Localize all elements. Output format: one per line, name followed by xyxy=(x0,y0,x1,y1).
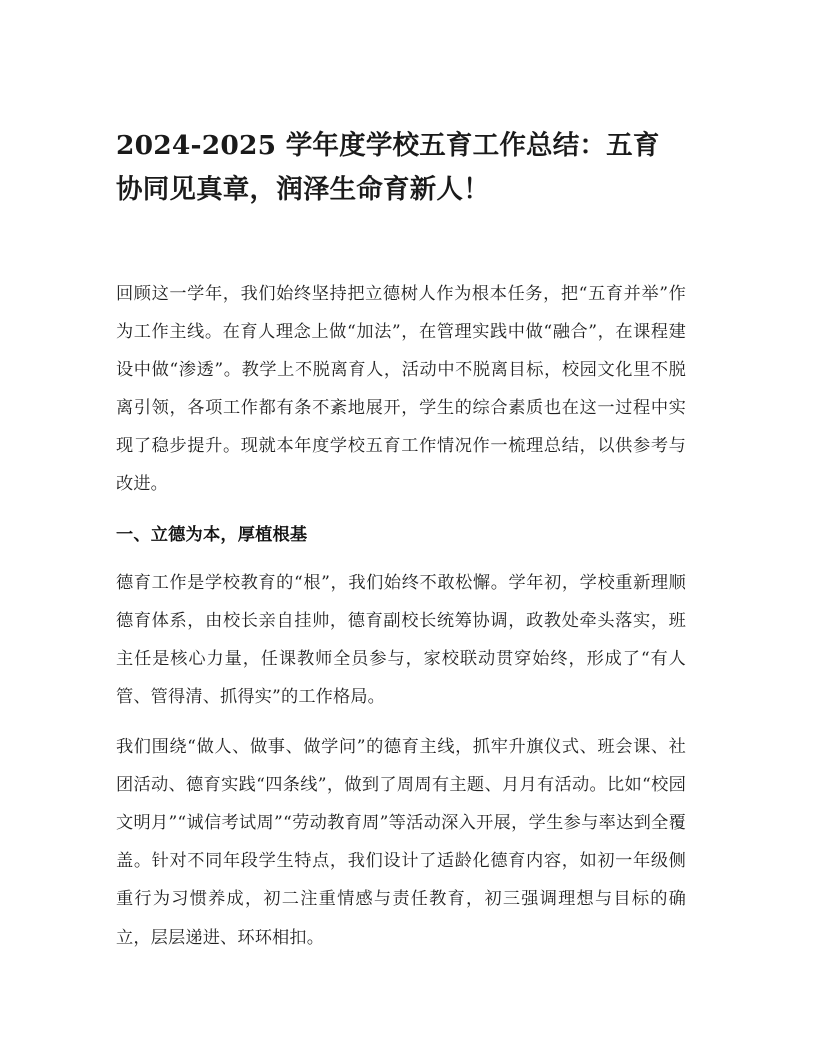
section-heading-1: 一、立德为本，厚植根基 xyxy=(116,524,308,545)
intro-paragraph: 回顾这一学年，我们始终坚持把立德树人作为根本任务，把“五育并举”作为工作主线。在育人理念上做“加法”，在管理实践中做“融合”，在课程建设中做“渗透”。教学上不脱离育人，活动中不脱离目标，校园文化里不脱离引领，各项工作都有条不紊地展开，学生的综合素质也在这一过程中实现了稳步提升。现就本年度学校五育工作情况作一梳理总结，以供参考与改进。 xyxy=(116,284,686,495)
page-title-line-2: 协同见真章，润泽生命育新人！ xyxy=(116,174,490,205)
document-content xyxy=(116,124,686,957)
page-title-line-1: 2024-2025 学年度学校五育工作总结：五育 xyxy=(116,130,660,161)
title-body-spacer xyxy=(116,212,686,275)
moral-education-system-paragraph: 德育工作是学校教育的“根”，我们始终不敢松懈。学年初，学校重新理顺德育体系，由校长亲自挂帅，德育副校长统筹协调，政教处牵头落实，班主任是核心力量，任课教师全员参与，家校联动贯穿始终，形成了“有人管、管得清、抓得实”的工作格局。 xyxy=(116,572,686,707)
page-title xyxy=(116,124,686,212)
moral-education-activities-paragraph: 我们围绕“做人、做事、做学问”的德育主线，抓牢升旗仪式、班会课、社团活动、德育实践“四条线”，做到了周周有主题、月月有活动。比如“校园文明月”“诚信考试周”“劳动教育周”等活动深入开展，学生参与率达到全覆盖。针对不同年段学生特点，我们设计了适龄化德育内容，如初一年级侧重行为习惯养成，初二注重情感与责任教育，初三强调理想与目标的确立，层层递进、环环相扣。 xyxy=(116,737,686,948)
